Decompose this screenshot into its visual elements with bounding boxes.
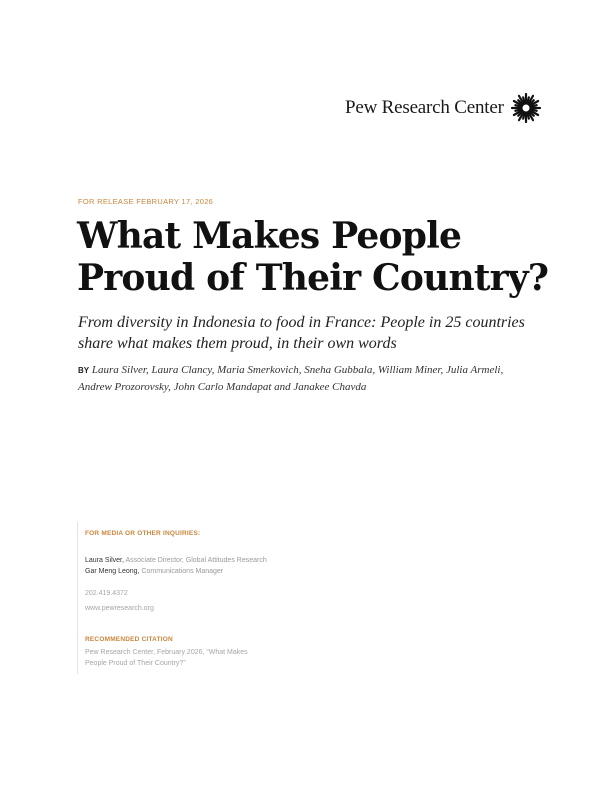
logo-text: Pew Research Center [345, 97, 504, 118]
title-line-2: Proud of Their Country? [77, 257, 549, 299]
citation-line-2: People Proud of Their Country?” [85, 660, 186, 667]
media-inquiries-heading: FOR MEDIA OR OTHER INQUIRIES: [85, 530, 201, 537]
byline [78, 362, 538, 396]
contact-row [85, 555, 267, 566]
contact-name: Laura Silver, [85, 557, 124, 564]
citation-heading: RECOMMENDED CITATION [85, 636, 173, 643]
pew-logo [345, 92, 542, 124]
contact-role: Associate Director, Global Attitudes Research [125, 557, 267, 564]
phone-number: 202.419.4372 [85, 590, 128, 597]
contact-role: Communications Manager [141, 568, 224, 575]
byline-authors: Laura Silver, Laura Clancy, Maria Smerkovich, Sneha Gubbala, William Miner, Julia Armeli, Andrew Prozorovsky, John Carlo Mandapat and Janakee Chavda [78, 364, 504, 393]
byline-label: BY [78, 366, 90, 375]
title-line-1: What Makes People [77, 215, 462, 257]
report-title [77, 215, 577, 299]
release-date: FOR RELEASE FEBRUARY 17, 2026 [78, 197, 214, 206]
website-link[interactable]: www.pewresearch.org [85, 605, 154, 612]
contact-row [85, 566, 223, 577]
report-subtitle: From diversity in Indonesia to food in France: People in 25 countries share what makes them proud, in their own words [78, 314, 525, 352]
contact-sidebar [77, 522, 345, 674]
sunburst-icon [510, 92, 542, 124]
citation-line-1: Pew Research Center, February 2026, “What Makes [85, 649, 248, 656]
contact-name: Gar Meng Leong, [85, 568, 140, 575]
